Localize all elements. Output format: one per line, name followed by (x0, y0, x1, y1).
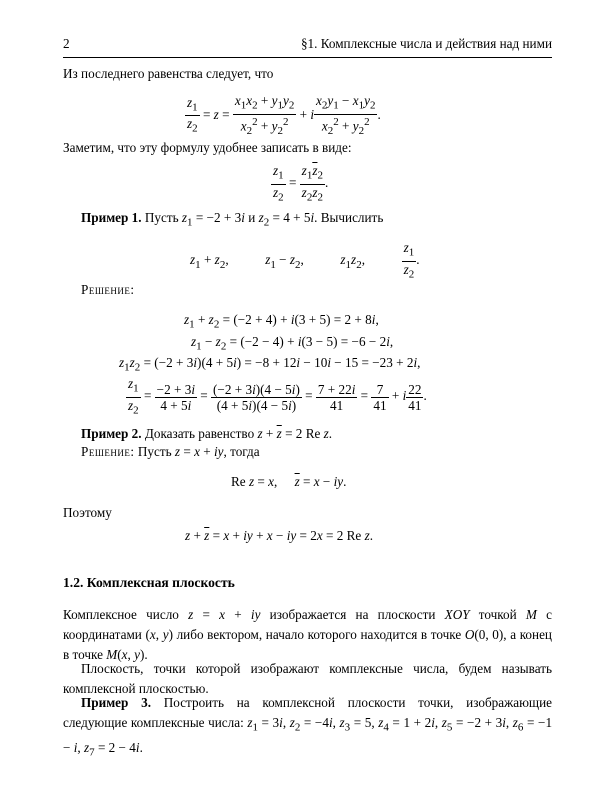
example-1-label: Пример 1. (81, 210, 142, 225)
section-heading: 1.2. Комплексная плоскость (63, 575, 235, 590)
intro-text: Из последнего равенства следует, что (63, 66, 274, 81)
formula-conjugate: $\frac{z_1}{z_2}$ = $\frac{z_1\overline{z}_2}{z_2\overline{z}_2}$ . (273, 163, 329, 204)
solution-quotient: $\frac{z_1}{z_2}$ = $\frac{-2 + 3i}{4 + 5i}$ = $\frac{(-2 + 3i)(4 - 5i)}{(4 + 5i)(4 - 5i)}$ = $\frac{7 + 22i}{41}$ = $\frac{7}{41}$ + i $\frac{22}{41}$ . (128, 376, 427, 417)
formula-final: $z + \overline{z} = x$ + iy + x − iy = 2x = 2 Re z. (185, 528, 374, 543)
page-number: 2 (63, 36, 70, 51)
header-rule (63, 57, 552, 58)
therefore-text: Поэтому (63, 505, 112, 520)
example-1-tasks: $z_1 + z_2$, $z_1 - z_2$, $z_1z_2$, $\frac{z_1}{z_2}$ . (190, 240, 420, 281)
formula-re: Re z = x, $\overline{z} = x$ − iy. (231, 474, 347, 489)
solution-sum: $z_1 + z_2 = (-2 + 4) + i(3 + 5) = 2 + 8i$, (184, 312, 379, 331)
formula-division: $\frac{z_1}{z_2}$ = z = $\frac{x_1x_2 + y_1y_2}{x_2^2 + y_2^2}$ + i $\frac{x_2y_1 - x_1y_2}{x_2^2 + y_2^2}$ . (187, 93, 381, 137)
paragraph-2: Плоскость, точки которой изображают комплексные числа, будем называть комплексной плоскостью. (63, 661, 552, 696)
solution-label: Решение: (81, 282, 135, 297)
example-2-solution-label: Решение: (81, 444, 135, 459)
example-2: Пример 2. Доказать равенство $z + \overline{z} = 2$ Re z. (81, 426, 333, 441)
solution-diff: $z_1 - z_2 = (-2 - 4) + i(3 - 5) = -6 - 2i$, (191, 334, 394, 353)
note-text: Заметим, что эту формулу удобнее записать в виде: (63, 140, 352, 155)
example-3: Пример 3. Построить на комплексной плоскости точки, изображающие следующие комплексные числа: $z_1 = 3i$, $z_2 = -4i$, $z_3 = 5$, $z_4 = 1 + 2i$, $z_5 = -2 + 3i$, $z_6 = -1 - i$, $z_7 = 2 - 4i$. (63, 695, 553, 759)
example-2-label: Пример 2. (81, 426, 142, 441)
running-header: §1. Комплексные числа и действия над ними (300, 36, 552, 51)
solution-product: $z_1z_2 = (-2 + 3i)(4 + 5i) = -8 + 12i - 10i - 15 = -23 + 2i$, (119, 355, 421, 374)
example-3-label: Пример 3. (81, 695, 151, 710)
paragraph-1: Комплексное число z = x + iy изображается на плоскости XOY точкой M с координатами (x, y) либо вектором, начало которого находится в точке O(0, 0), а конец в точке M(x, y). (63, 607, 552, 662)
example-2-solution: Решение: Пусть z = x + iy, тогда (81, 444, 260, 459)
example-1: Пример 1. Пусть $z_1 = -2 + 3i$ и $z_2 = 4 + 5i$. Вычислить (81, 210, 384, 229)
